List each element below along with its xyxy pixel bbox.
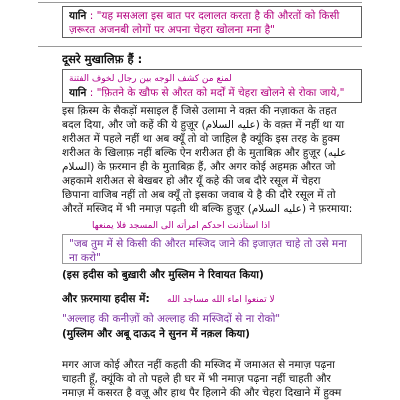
para-line-7: छिपाना वाजिब नहीं तो अब क्यूँ तो इसका जवाब ये है की दौरे रसूल में तो <box>62 189 336 201</box>
para-line-2: बदल दिया, और जो कहें की ये हुज़ूर (عليه السلام) के वक़्त में नहीं था या <box>62 119 345 131</box>
para-line-1: इस क़िस्म के सैकड़ों मसाइल हैं जिसे उलामा ने वक़्त की नज़ाकत के तहत <box>62 105 337 117</box>
top-divider <box>38 2 362 3</box>
section-divider <box>38 46 362 47</box>
hadith1-line-1: "जब तुम में से किसी की औरत मस्जिद जाने की इजाज़त चाहे तो उसे मना <box>69 238 347 250</box>
quote-line-2: ज़रूरत अजनबी लोगों पर अपना चेहरा खोलना मना है" <box>69 24 276 36</box>
para-line-3: शरीअत में पहले नहीं था अब क्यूँ तो वो जाहिल है क्यूंकि इस तरह के हुक्म <box>62 133 340 145</box>
quote-line-1: यानि : "यह मसअला इस बात पर दलालत करता है की औरतों को किसी <box>69 10 340 22</box>
hadith2-translation: "अल्लाह की कनीज़ों को अल्लाह की मस्जिदों से ना रोको" <box>62 313 281 325</box>
section-heading: दूसरे मुखालिफ़ हैं : <box>62 52 143 66</box>
quote-box-top <box>62 6 362 38</box>
final-para-line-3: नमाज़ में कसरत है वज़ू और हाथ पैर हिलाने की और चेहरा दिखाने में हुक्म <box>62 387 342 399</box>
arabic-hadith-1: اذا استأذنت احدكم امرأته الى المسجد فلا يمنعها <box>92 221 271 231</box>
hadith2-source: (मुस्लिम और अबू दाऊद ने सुनन में नक़ल किया) <box>62 328 250 340</box>
translation-line: यानि : "फ़ितने के खौफ से औरत को मर्दों में चेहरा खोलने से रोका जाये," <box>69 87 345 99</box>
para-line-8: औरतें मस्जिद में भी नमाज़ पढ़ती थी बल्कि हुज़ूर (عليه السلام) ने फ़रमाया: <box>62 203 353 215</box>
para-line-5: السلام) के फ़रमान ही के मुताबिक़ हैं, और अगर कोई अहमक़ औरत जो <box>62 161 336 173</box>
arabic-hadith-2: لا تمنعوا اماء الله مساجد الله <box>167 295 275 305</box>
hadith2-intro: और फ़रमाया हदीस में: <box>62 293 150 305</box>
hadith1-line-2: ना करो" <box>69 252 101 264</box>
para-line-4: शरीअत के खिलाफ़ नहीं बल्कि ऐन शरीअत ही के मुताबिक़ और हुज़ूर (عليه <box>62 147 347 159</box>
hadith2-intro-row <box>62 292 367 307</box>
hadith1-source: (इस हदीस को बुख़ारी और मुस्लिम ने रिवायत किया) <box>62 269 264 281</box>
para-line-6: अहकामे शरीअत से बेखबर हो और यूँ कहे की जब दौरे रसूल में चेहरा <box>62 175 321 187</box>
quote-box-second <box>62 69 362 103</box>
final-para-line-2: चाहती हूँ, क्यूंकि वो तो पहले ही घर में भी नमाज़ पढ़ना नहीं चाहती और <box>62 373 331 385</box>
final-para-line-1: मगर आज कोई औरत नहीं कहती की मस्जिद में जमाअत से नमाज़ पढ़ना <box>62 359 335 371</box>
arabic-quote-1: لمنع من كشف الوجه بين رجال لخوف الفتنة <box>69 74 232 84</box>
hadith-translation-box <box>62 234 362 264</box>
